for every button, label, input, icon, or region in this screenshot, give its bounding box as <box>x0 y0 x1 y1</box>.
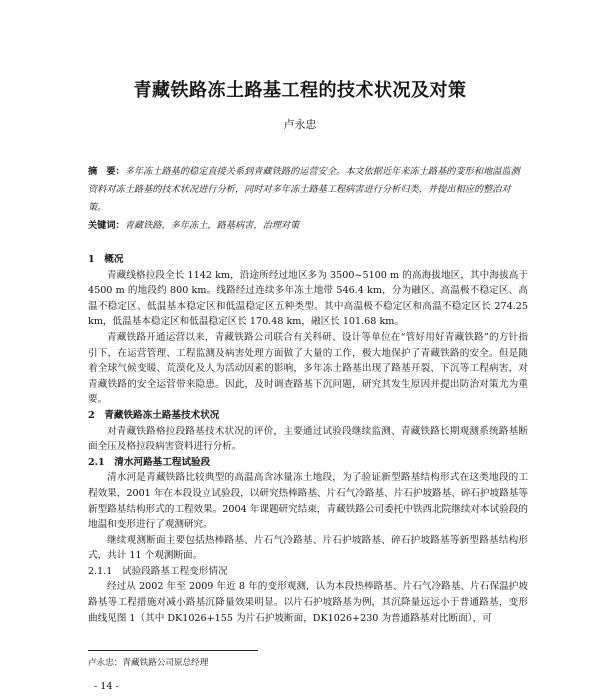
body-text <box>88 252 528 626</box>
paragraph: 青藏线格拉段全长 1142 km，沿途所经过地区多为 3500~5100 m 的高海拔地区，其中海拔高于 4500 m 的地段约 800 km。线路经过连续多年冻土地带 546.4 km，分为融区、高温极不稳定区、高温不稳定区、低温基本稳定区和低温稳定区五种类型。其中高温极不稳定区和高温不稳定区长 274.25 km，低温基本稳定区和低温稳定区长 170.48 km，融区长 101.68 km。 <box>88 269 528 328</box>
page-number: - 14 - <box>94 681 119 692</box>
section-heading: 2.1.1 试验段路基工程变形情况 <box>88 565 228 577</box>
section-heading: 2 青藏铁路冻土路基技术状况 <box>88 409 220 421</box>
section-heading: 2.1 清水河路基工程试验段 <box>88 456 211 468</box>
abstract-label: 摘 要： <box>88 166 125 177</box>
paper-title: 青藏铁路冻土路基工程的技术状况及对策 <box>133 80 467 101</box>
paragraph: 继续观测断面主要包括热棒路基、片石气冷路基、片石护坡路基、碎石护坡路基等新型路基结构形式，共计 11 个观测断面。 <box>88 534 528 562</box>
abstract <box>88 163 528 217</box>
abstract-block <box>88 163 528 235</box>
section-heading: 1 概况 <box>88 254 124 265</box>
abstract-text: 多年冻土路基的稳定直接关系到青藏铁路的运营安全。本文依据近年来冻土路基的变形和地温监测资料对冻土路基的技术状况进行分析，同时对多年冻土路基工程病害进行分析归类，并提出相应的整治对策。 <box>88 166 520 213</box>
keywords-text: 青藏铁路，多年冻土，路基病害，治理对策 <box>124 220 300 231</box>
footnote-rule <box>88 650 258 651</box>
keywords-label: 关键词： <box>88 220 125 231</box>
footnote: 卢永忠：青藏铁路公司原总经理 <box>88 658 209 668</box>
author: 卢永忠 <box>283 118 317 131</box>
paragraph: 清水河是青藏铁路比较典型的高温高含冰量冻土地段，为了验证新型路基结构形式在这类地段的工程效果，2001 年在本段设立试验段，以研究热棒路基、片石气冷路基、片石护坡路基、碎石护坡路基等新型路基结构形式的工程效果。2004 年课题研究结束，青藏铁路公司委托中铁西北院继续对本试验段的地温和变形进行了观测研究。 <box>88 472 528 531</box>
paragraph: 青藏铁路开通运营以来，青藏铁路公司联合有关科研、设计等单位在“管好用好青藏铁路”的方针指引下，在运营管理、工程监测及病害处理方面做了大量的工作，极大地保护了青藏铁路的安全。但是随着全球气候变暖、荒漠化及人为活动因素的影响，多年冻土路基出现了路基开裂、下沉等工程病害，对青藏铁路的安全运营带来隐患。因此，及时调查路基下沉问题，研究其发生原因并提出防治对策尤为重要。 <box>88 331 528 406</box>
paragraph: 经过从 2002 年至 2009 年近 8 年的变形观测，认为本段热棒路基、片石气冷路基、片石保温护坡路基等工程措施对减小路基沉降量效果明显。以片石护坡路基为例，其沉降量远远小于普通路基，变形曲线见图 1（其中 DK1026+155 为片石护坡断面，DK1026+230 为普通路基对比断面），可 <box>88 581 528 624</box>
keywords <box>88 217 528 235</box>
paragraph: 对青藏铁路格拉段路基技术状况的评价，主要通过试验段继续监测、青藏铁路长期观测系统路基断面全压及格拉段病害资料进行分析。 <box>88 425 528 453</box>
